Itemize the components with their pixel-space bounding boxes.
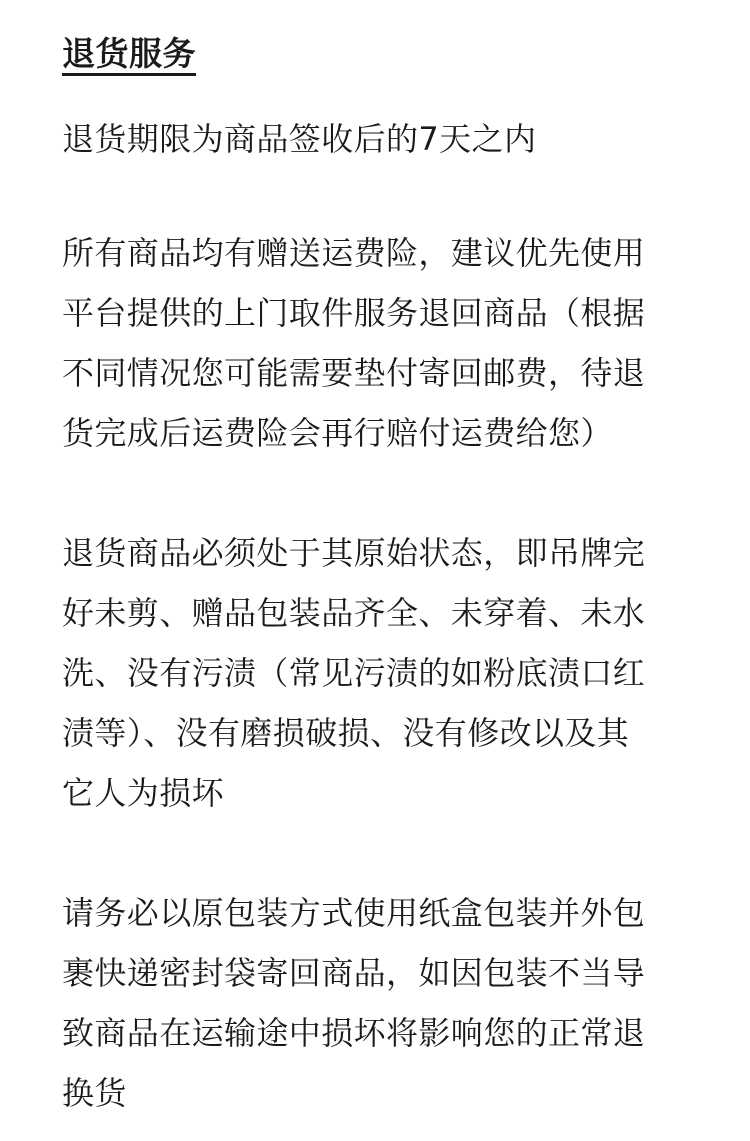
paragraph-line: 平台提供的上门取件服务退回商品（根据 bbox=[62, 294, 646, 332]
paragraph-line: 它人为损坏 bbox=[62, 774, 225, 812]
paragraph-line: 货完成后运费险会再行赔付运费给您） bbox=[62, 414, 613, 452]
shipping-insurance-paragraph bbox=[62, 223, 710, 463]
paragraph-line: 裹快递密封袋寄回商品，如因包装不当导 bbox=[62, 954, 646, 992]
item-condition-paragraph bbox=[62, 523, 710, 823]
paragraph-line: 不同情况您可能需要垫付寄回邮费，待退 bbox=[62, 354, 646, 392]
paragraph-line: 好未剪、赠品包装品齐全、未穿着、未水 bbox=[62, 594, 646, 632]
page-title: 退货服务 bbox=[62, 34, 196, 73]
packaging-paragraph bbox=[62, 883, 710, 1123]
paragraph-line: 渍等）、没有磨损破损、没有修改以及其 bbox=[62, 714, 630, 752]
return-period-paragraph bbox=[62, 109, 710, 169]
paragraph-line: 退货期限为商品签收后的7天之内 bbox=[62, 120, 537, 158]
paragraph-line: 换货 bbox=[62, 1074, 127, 1112]
paragraph-line: 请务必以原包装方式使用纸盒包装并外包 bbox=[62, 894, 646, 932]
paragraph-line: 致商品在运输途中损坏将影响您的正常退 bbox=[62, 1014, 646, 1052]
paragraph-line: 洗、没有污渍（常见污渍的如粉底渍口红 bbox=[62, 654, 646, 692]
paragraph-line: 所有商品均有赠送运费险，建议优先使用 bbox=[62, 234, 646, 272]
paragraph-line: 退货商品必须处于其原始状态，即吊牌完 bbox=[62, 534, 646, 572]
